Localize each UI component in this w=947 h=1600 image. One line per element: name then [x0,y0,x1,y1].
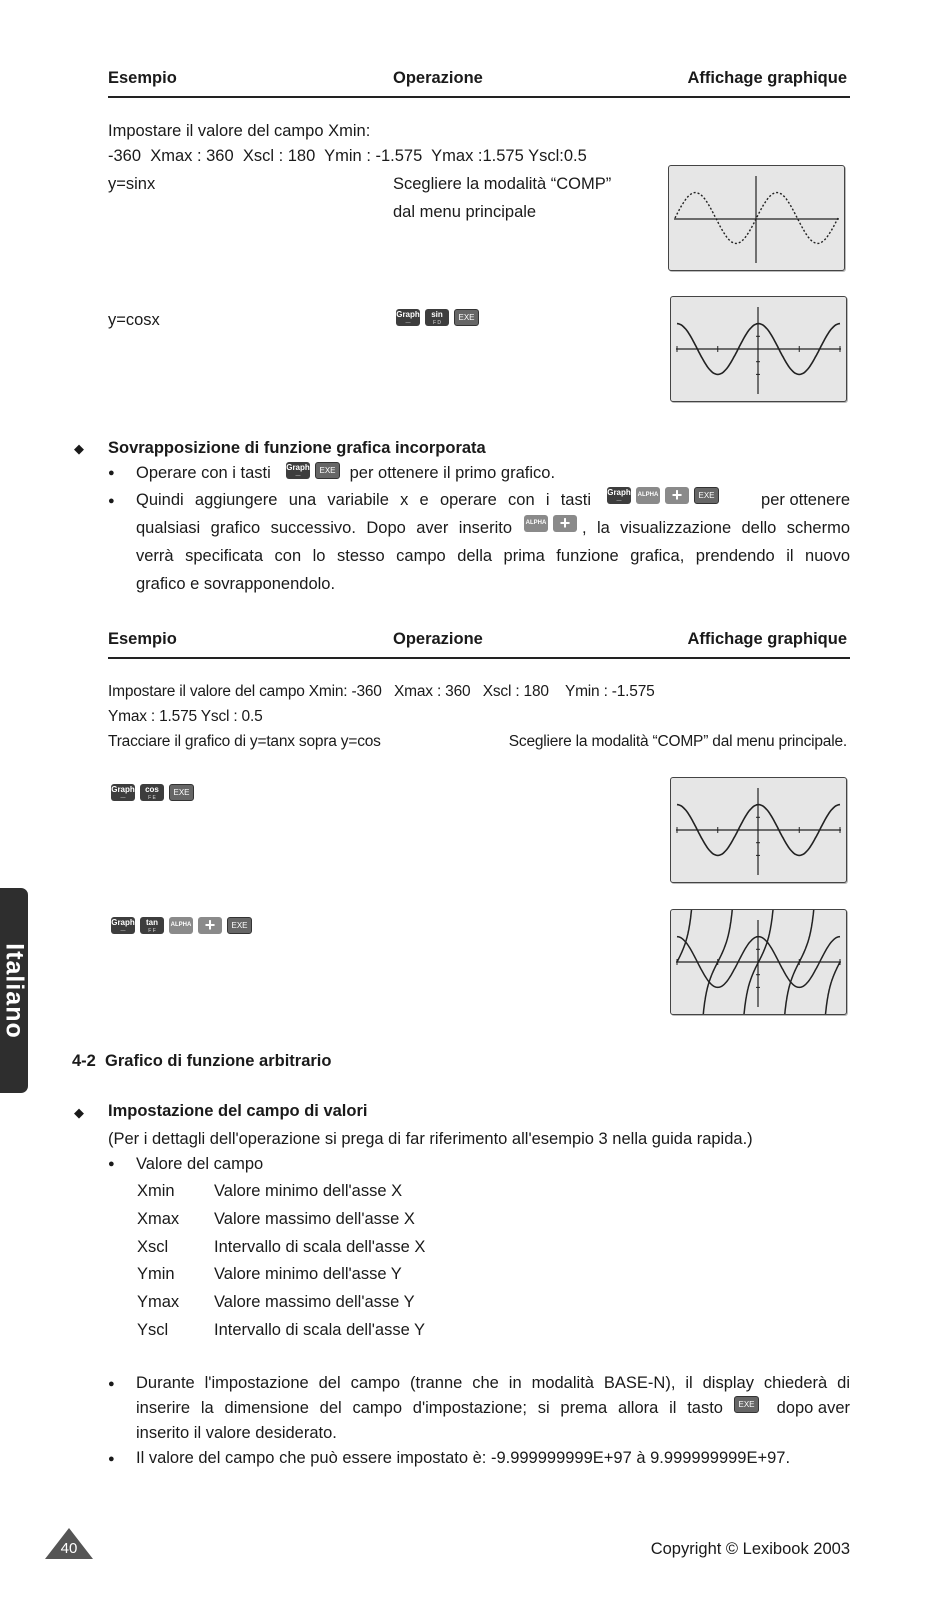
field-desc: Intervallo di scala dell'asse Y [214,1321,426,1339]
exe-key: EXE [734,1396,759,1413]
table-header-esempio: Esempio [108,69,177,87]
language-side-tab [0,888,28,1093]
alpha-key: ALPHA [169,917,193,934]
example2-line3-right: Scegliere la modalità “COMP” dal menu principale. [508,733,847,750]
exe-key: EXE [227,917,252,934]
range-bullet2-line1: Durante l'impostazione del campo (tranne che in modalità BASE-N), il display chiederà di [136,1374,850,1392]
field-name: Yscl [137,1321,169,1339]
diamond-bullet: ◆ [74,1105,84,1120]
overlay-bullet2-line1: Quindi aggiungere una variabile x e operare con i tasti [136,491,591,509]
plus-x-key: + [665,487,689,504]
plus-x-key: + [198,917,222,934]
field-desc: Valore minimo dell'asse X [214,1182,403,1200]
field-name: Ymax [137,1293,180,1311]
example1-line2: -360 Xmax : 360 Xscl : 180 Ymin : -1.575 Ymax :1.575 Yscl:0.5 [108,147,587,165]
bullet-dot: ● [108,495,115,507]
example1-op-line2: dal menu principale [393,203,537,221]
table-header-affichage: Affichage graphique [687,630,847,648]
overlay-bullet2-per-ottenere: per ottenere [761,491,850,509]
field-desc: Intervallo di scala dell'asse X [214,1238,426,1256]
sin-key: sin F D [425,309,449,326]
diamond-bullet: ◆ [74,441,84,456]
overlay-heading: Sovrapposizione di funzione grafica incorporata [108,439,486,457]
table-header-operazione: Operazione [393,69,483,87]
range-note: (Per i dettagli dell'operazione si prega di far riferimento all'esempio 3 nella guida rapida.) [108,1130,753,1148]
alpha-key: ALPHA [524,515,548,532]
range-bullet2-line3: inserito il valore desiderato. [136,1424,337,1442]
example2-line3-left: Tracciare il grafico di y=tanx sopra y=cos [108,733,381,750]
example1-op-line1: Scegliere la modalità “COMP” [393,175,612,193]
cos-key-sequence [111,783,199,802]
graph-key: Graph — [111,918,135,935]
exe-key: EXE [315,462,340,479]
overlay-bullet2-line3: verrà specificata con lo stesso campo della prima funzione grafica, prendendo il nuovo [136,547,850,565]
field-desc: Valore minimo dell'asse Y [214,1265,402,1283]
range-bullet2-line2a: inserire la dimensione del campo d'impostazione; si prema allora il tasto [136,1399,723,1417]
exe-key: EXE [454,309,479,326]
side-tab-label: Italiano [0,942,29,1039]
tan-cos-graph-screen [670,909,847,1015]
copyright: Copyright © Lexibook 2003 [650,1540,850,1558]
cos-example-key-sequence [396,308,484,327]
cos-graph-screen-2 [670,777,847,883]
overlay-bullet2-keys2 [524,514,582,533]
field-name: Ymin [137,1265,175,1283]
field-name: Xscl [137,1238,169,1256]
field-name: Xmin [137,1182,175,1200]
sin-graph-screen [668,165,845,271]
overlay-bullet2-line4: grafico e sovrapponendolo. [136,575,336,593]
cos-key: cos F E [140,784,164,801]
bullet-dot: ● [108,1158,115,1170]
overlay-bullet2-line2b: , la visualizzazione dello schermo [582,519,850,537]
range-bullet3-line: Il valore del campo che può essere impostato è: -9.999999999E+97 à 9.999999999E+97. [136,1449,791,1467]
table-header-esempio: Esempio [108,630,177,648]
graph-key: Graph — [286,463,310,480]
section-title: 4-2 Grafico di funzione arbitrario [72,1052,332,1070]
bullet1-text-a: Operare con i tasti [136,464,271,482]
bullet-dot: ● [108,467,115,479]
tan-key: tan F F [140,917,164,934]
field-desc: Valore massimo dell'asse Y [214,1293,415,1311]
overlay-bullet2-keys [607,486,724,505]
table-header-operazione: Operazione [393,630,483,648]
bullet-dot: ● [108,1453,115,1465]
range-bullet-label: Valore del campo [136,1155,264,1173]
overlay-bullet1 [136,464,555,483]
cos-graph-screen [670,296,847,402]
cos-graph-2 [671,778,846,882]
graph-key: Graph — [607,488,631,505]
page-number: 40 [60,1540,78,1557]
table-header-rule [108,96,850,98]
table-header-affichage: Affichage graphique [687,69,847,87]
table-header-rule [108,657,850,659]
bullet1-text-b: per ottenere il primo grafico. [349,464,556,482]
field-name: Xmax [137,1210,180,1228]
tan-key-sequence [111,916,257,935]
exe-key: EXE [694,487,719,504]
range-heading: Impostazione del campo di valori [108,1102,368,1120]
example2-line2: Ymax : 1.575 Yscl : 0.5 [108,708,263,725]
graph-key: Graph — [396,310,420,327]
alpha-key: ALPHA [636,487,660,504]
range-bullet2-exe [734,1395,764,1414]
example1-cos-label: y=cosx [108,311,160,329]
bullet-dot: ● [108,1378,115,1390]
example2-line1: Impostare il valore del campo Xmin: -360 Xmax : 360 Xscl : 180 Ymin : -1.575 [108,683,655,700]
range-bullet2-line2b: dopo aver [776,1399,850,1417]
example1-sin-label: y=sinx [108,175,156,193]
example1-line1: Impostare il valore del campo Xmin: [108,122,371,140]
tan-cos-graph [671,910,846,1014]
sin-graph [669,166,844,270]
cos-graph [671,297,846,401]
field-desc: Valore massimo dell'asse X [214,1210,415,1228]
plus-x-key: + [553,515,577,532]
exe-key: EXE [169,784,194,801]
graph-key: Graph — [111,785,135,802]
overlay-bullet2-line2a: qualsiasi grafico successivo. Dopo aver inserito [136,519,512,537]
